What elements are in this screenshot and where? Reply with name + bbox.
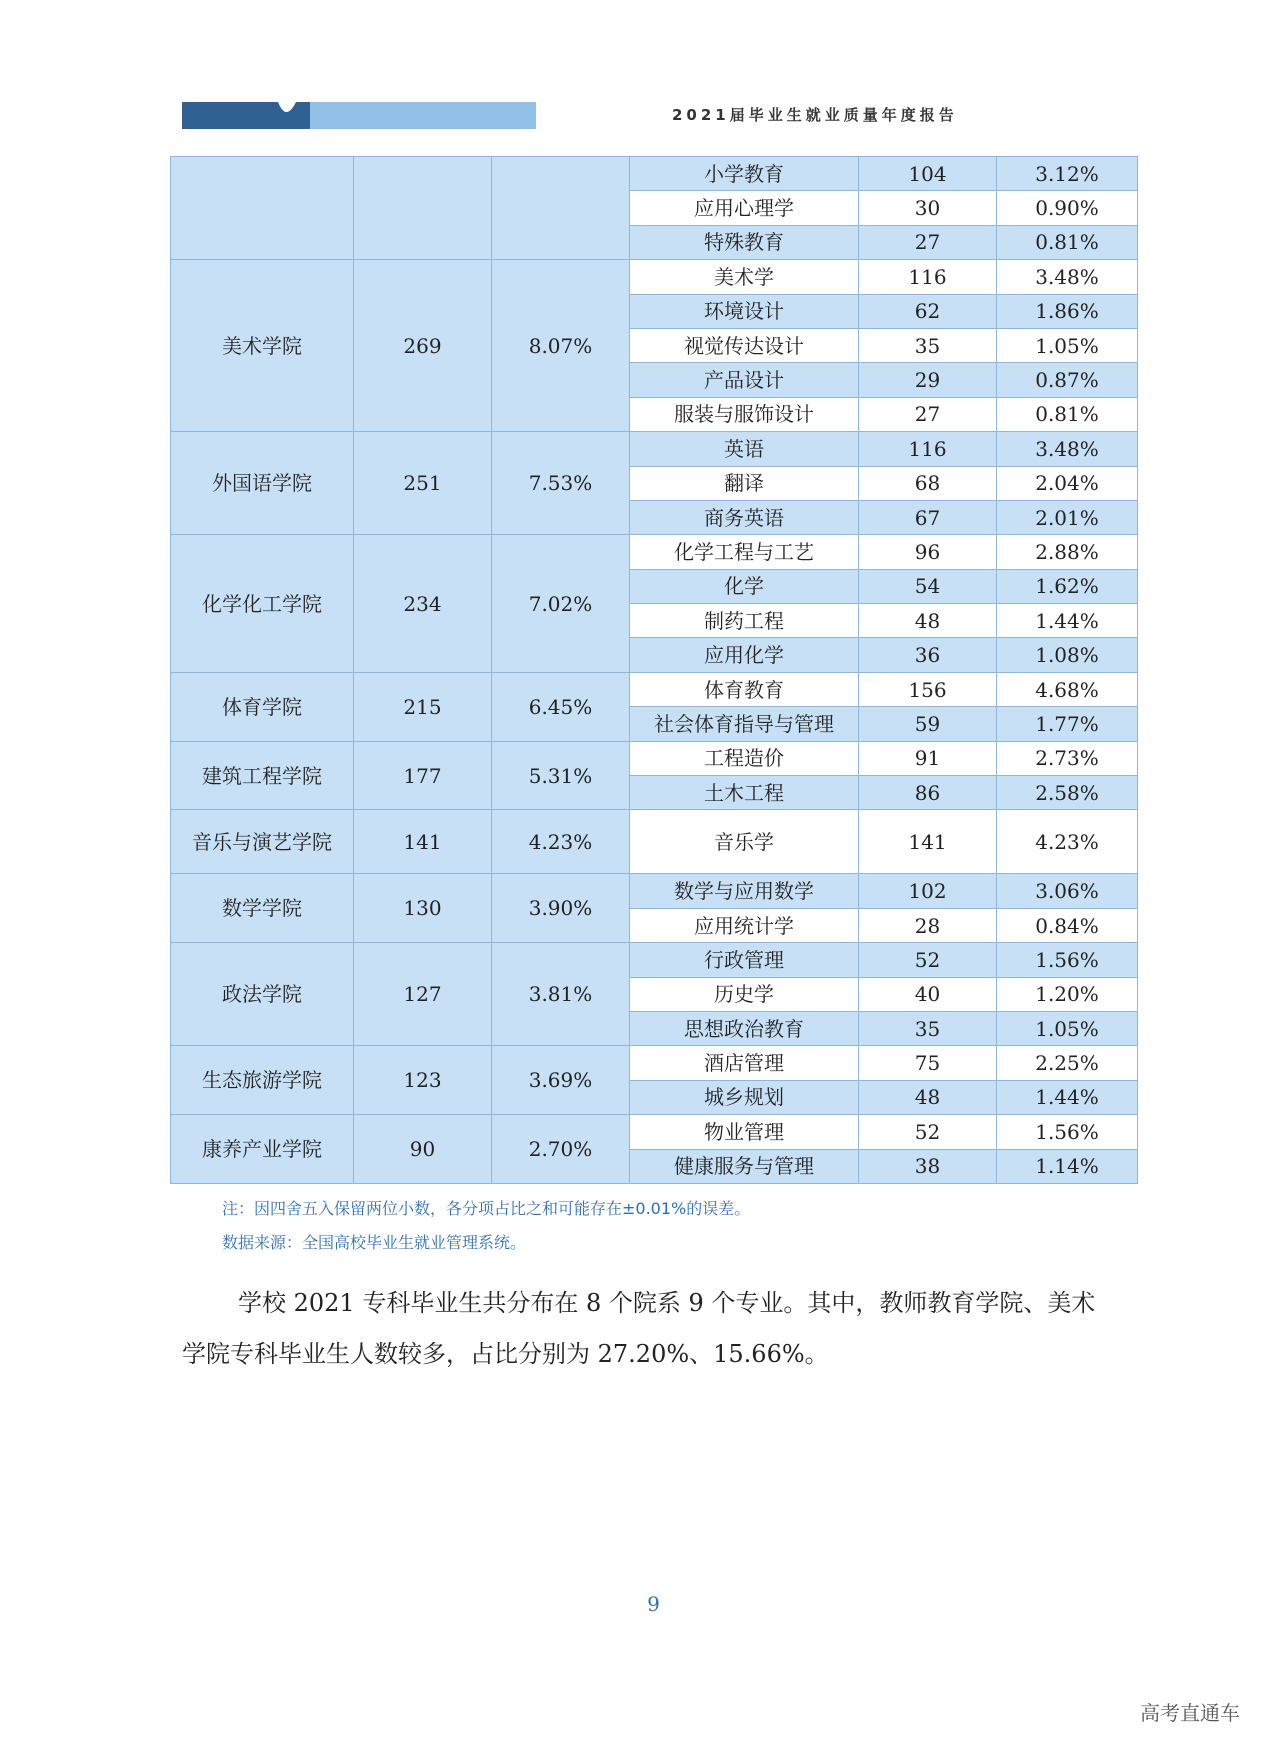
college-count-cell: 251 bbox=[354, 432, 492, 535]
major-name-cell: 历史学 bbox=[630, 977, 859, 1011]
major-percent-cell: 2.01% bbox=[997, 500, 1138, 534]
major-name-cell: 健康服务与管理 bbox=[630, 1149, 859, 1183]
major-percent-cell: 1.14% bbox=[997, 1149, 1138, 1183]
major-count-cell: 156 bbox=[859, 672, 997, 706]
major-percent-cell: 2.73% bbox=[997, 741, 1138, 775]
college-percent-cell: 7.53% bbox=[492, 432, 630, 535]
college-name-cell bbox=[171, 157, 354, 260]
major-percent-cell: 2.88% bbox=[997, 535, 1138, 569]
college-name-cell: 体育学院 bbox=[171, 672, 354, 741]
page-number: 9 bbox=[647, 1592, 660, 1616]
college-name-cell: 政法学院 bbox=[171, 943, 354, 1046]
college-percent-cell: 3.69% bbox=[492, 1046, 630, 1115]
college-percent-cell: 4.23% bbox=[492, 810, 630, 874]
college-name-cell: 数学学院 bbox=[171, 874, 354, 943]
major-name-cell: 产品设计 bbox=[630, 363, 859, 397]
major-percent-cell: 1.56% bbox=[997, 943, 1138, 977]
table-row bbox=[171, 943, 1138, 977]
major-percent-cell: 1.44% bbox=[997, 604, 1138, 638]
major-count-cell: 68 bbox=[859, 466, 997, 500]
major-name-cell: 美术学 bbox=[630, 260, 859, 294]
major-count-cell: 27 bbox=[859, 225, 997, 259]
major-name-cell: 制药工程 bbox=[630, 604, 859, 638]
major-count-cell: 28 bbox=[859, 908, 997, 942]
college-count-cell bbox=[354, 157, 492, 260]
college-percent-cell: 3.81% bbox=[492, 943, 630, 1046]
major-name-cell: 城乡规划 bbox=[630, 1080, 859, 1114]
major-count-cell: 30 bbox=[859, 191, 997, 225]
major-percent-cell: 0.81% bbox=[997, 397, 1138, 431]
major-name-cell: 酒店管理 bbox=[630, 1046, 859, 1080]
major-percent-cell: 1.05% bbox=[997, 328, 1138, 362]
table-row bbox=[171, 672, 1138, 706]
college-name-cell: 化学化工学院 bbox=[171, 535, 354, 673]
major-name-cell: 音乐学 bbox=[630, 810, 859, 874]
header-band-light bbox=[294, 102, 536, 129]
major-percent-cell: 1.08% bbox=[997, 638, 1138, 672]
major-count-cell: 86 bbox=[859, 776, 997, 810]
major-count-cell: 59 bbox=[859, 707, 997, 741]
college-count-cell: 141 bbox=[354, 810, 492, 874]
major-distribution-table bbox=[170, 156, 1138, 1184]
major-count-cell: 91 bbox=[859, 741, 997, 775]
major-percent-cell: 3.48% bbox=[997, 260, 1138, 294]
major-count-cell: 52 bbox=[859, 1115, 997, 1149]
major-name-cell: 行政管理 bbox=[630, 943, 859, 977]
major-name-cell: 土木工程 bbox=[630, 776, 859, 810]
college-count-cell: 234 bbox=[354, 535, 492, 673]
major-count-cell: 27 bbox=[859, 397, 997, 431]
major-name-cell: 化学 bbox=[630, 569, 859, 603]
major-count-cell: 35 bbox=[859, 1011, 997, 1045]
major-name-cell: 翻译 bbox=[630, 466, 859, 500]
major-percent-cell: 1.20% bbox=[997, 977, 1138, 1011]
major-count-cell: 75 bbox=[859, 1046, 997, 1080]
major-count-cell: 35 bbox=[859, 328, 997, 362]
major-count-cell: 67 bbox=[859, 500, 997, 534]
college-name-cell: 音乐与演艺学院 bbox=[171, 810, 354, 874]
major-count-cell: 104 bbox=[859, 157, 997, 191]
table-row bbox=[171, 1115, 1138, 1149]
college-percent-cell: 7.02% bbox=[492, 535, 630, 673]
table-row bbox=[171, 432, 1138, 466]
major-percent-cell: 0.90% bbox=[997, 191, 1138, 225]
college-count-cell: 269 bbox=[354, 260, 492, 432]
table-row bbox=[171, 810, 1138, 874]
major-name-cell: 数学与应用数学 bbox=[630, 874, 859, 908]
college-name-cell: 康养产业学院 bbox=[171, 1115, 354, 1184]
table-body bbox=[171, 157, 1138, 1184]
table-row bbox=[171, 741, 1138, 775]
rounding-note: 注：因四舍五入保留两位小数，各分项占比之和可能存在±0.01%的误差。 bbox=[222, 1199, 751, 1218]
major-count-cell: 116 bbox=[859, 260, 997, 294]
major-percent-cell: 1.86% bbox=[997, 294, 1138, 328]
major-percent-cell: 1.77% bbox=[997, 707, 1138, 741]
table-row bbox=[171, 874, 1138, 908]
major-percent-cell: 2.04% bbox=[997, 466, 1138, 500]
college-percent-cell: 3.90% bbox=[492, 874, 630, 943]
major-percent-cell: 1.62% bbox=[997, 569, 1138, 603]
major-percent-cell: 0.84% bbox=[997, 908, 1138, 942]
table-row bbox=[171, 535, 1138, 569]
major-name-cell: 小学教育 bbox=[630, 157, 859, 191]
major-percent-cell: 2.25% bbox=[997, 1046, 1138, 1080]
major-name-cell: 特殊教育 bbox=[630, 225, 859, 259]
major-percent-cell: 4.23% bbox=[997, 810, 1138, 874]
major-count-cell: 40 bbox=[859, 977, 997, 1011]
major-count-cell: 36 bbox=[859, 638, 997, 672]
major-percent-cell: 0.81% bbox=[997, 225, 1138, 259]
major-name-cell: 体育教育 bbox=[630, 672, 859, 706]
major-name-cell: 社会体育指导与管理 bbox=[630, 707, 859, 741]
college-count-cell: 215 bbox=[354, 672, 492, 741]
college-percent-cell: 2.70% bbox=[492, 1115, 630, 1184]
major-count-cell: 48 bbox=[859, 604, 997, 638]
major-percent-cell: 1.44% bbox=[997, 1080, 1138, 1114]
major-name-cell: 环境设计 bbox=[630, 294, 859, 328]
major-count-cell: 29 bbox=[859, 363, 997, 397]
major-percent-cell: 0.87% bbox=[997, 363, 1138, 397]
data-source-note: 数据来源：全国高校毕业生就业管理系统。 bbox=[222, 1233, 527, 1252]
major-count-cell: 54 bbox=[859, 569, 997, 603]
summary-paragraph: 学校 2021 专科毕业生共分布在 8 个院系 9 个专业。其中，教师教育学院、美术学院专科毕业生人数较多，占比分别为 27.20%、15.66%。 bbox=[182, 1289, 1096, 1368]
major-name-cell: 视觉传达设计 bbox=[630, 328, 859, 362]
major-percent-cell: 2.58% bbox=[997, 776, 1138, 810]
college-count-cell: 130 bbox=[354, 874, 492, 943]
college-percent-cell: 5.31% bbox=[492, 741, 630, 810]
table-row bbox=[171, 157, 1138, 191]
major-name-cell: 应用心理学 bbox=[630, 191, 859, 225]
college-percent-cell bbox=[492, 157, 630, 260]
major-name-cell: 化学工程与工艺 bbox=[630, 535, 859, 569]
major-percent-cell: 4.68% bbox=[997, 672, 1138, 706]
college-name-cell: 外国语学院 bbox=[171, 432, 354, 535]
major-name-cell: 英语 bbox=[630, 432, 859, 466]
college-percent-cell: 8.07% bbox=[492, 260, 630, 432]
college-percent-cell: 6.45% bbox=[492, 672, 630, 741]
college-name-cell: 建筑工程学院 bbox=[171, 741, 354, 810]
major-count-cell: 116 bbox=[859, 432, 997, 466]
watermark: 高考直通车 bbox=[1140, 1701, 1240, 1725]
major-name-cell: 思想政治教育 bbox=[630, 1011, 859, 1045]
college-count-cell: 177 bbox=[354, 741, 492, 810]
major-count-cell: 48 bbox=[859, 1080, 997, 1114]
major-count-cell: 96 bbox=[859, 535, 997, 569]
table-row bbox=[171, 260, 1138, 294]
major-name-cell: 应用化学 bbox=[630, 638, 859, 672]
major-count-cell: 52 bbox=[859, 943, 997, 977]
table-row bbox=[171, 1046, 1138, 1080]
college-count-cell: 123 bbox=[354, 1046, 492, 1115]
major-percent-cell: 3.48% bbox=[997, 432, 1138, 466]
college-count-cell: 127 bbox=[354, 943, 492, 1046]
major-name-cell: 物业管理 bbox=[630, 1115, 859, 1149]
major-count-cell: 102 bbox=[859, 874, 997, 908]
major-percent-cell: 3.12% bbox=[997, 157, 1138, 191]
header-logo-shape bbox=[262, 102, 310, 129]
major-percent-cell: 3.06% bbox=[997, 874, 1138, 908]
major-name-cell: 服装与服饰设计 bbox=[630, 397, 859, 431]
college-name-cell: 美术学院 bbox=[171, 260, 354, 432]
major-percent-cell: 1.56% bbox=[997, 1115, 1138, 1149]
major-name-cell: 工程造价 bbox=[630, 741, 859, 775]
college-name-cell: 生态旅游学院 bbox=[171, 1046, 354, 1115]
major-count-cell: 38 bbox=[859, 1149, 997, 1183]
major-name-cell: 应用统计学 bbox=[630, 908, 859, 942]
major-percent-cell: 1.05% bbox=[997, 1011, 1138, 1045]
major-count-cell: 141 bbox=[859, 810, 997, 874]
report-title: 2021届毕业生就业质量年度报告 bbox=[672, 106, 958, 124]
major-name-cell: 商务英语 bbox=[630, 500, 859, 534]
college-count-cell: 90 bbox=[354, 1115, 492, 1184]
major-count-cell: 62 bbox=[859, 294, 997, 328]
